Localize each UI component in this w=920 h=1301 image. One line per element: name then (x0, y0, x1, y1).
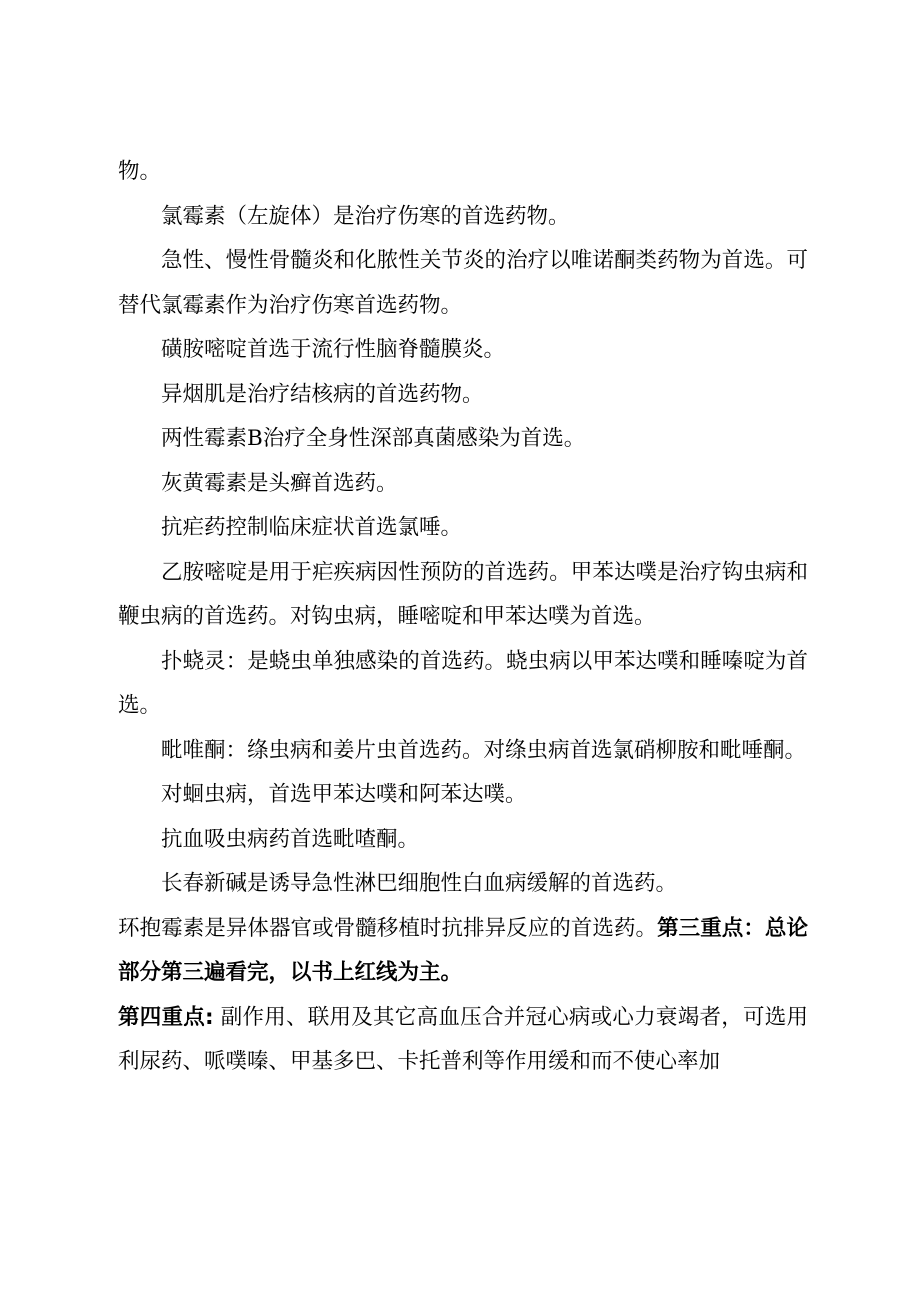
cyclosporine-text: 环抱霉素是异体器官或骨髓移植时抗排异反应的首选药。 (118, 915, 658, 941)
paragraph-isoniazid: 异烟肌是治疗结核病的首选药物。 (161, 381, 484, 407)
paragraph-sulfadiazine: 磺胺嘧啶首选于流行性脑脊髓膜炎。 (161, 337, 506, 362)
document-body (118, 150, 808, 1085)
paragraph-pyrvinium: 扑蛲灵：是蛲虫单独感染的首选药。蛲虫病以甲苯达噗和睡嗪啶为首选。 (118, 648, 808, 718)
paragraph-chloramphenicol: 氯霉素（左旋体）是治疗伤寒的首选药物。 (161, 203, 570, 229)
fourth-key-point-heading: 第四重点: (118, 1004, 214, 1030)
paragraph-cyclosporine (118, 907, 808, 996)
paragraph-vincristine: 长春新碱是诱导急性淋巴细胞性白血病缓解的首选药。 (161, 871, 678, 896)
paragraph-antimalarial: 抗疟药控制临床症状首选氯唾。 (161, 515, 463, 540)
paragraph-fourth-key-point (118, 996, 808, 1085)
paragraph-praziquantel-tapeworm: 毗唯酮：绦虫病和姜片虫首选药。对绦虫病首选氯硝柳胺和毗唾酮。 (161, 737, 807, 763)
paragraph-pyrimethamine: 乙胺嘧啶是用于疟疾病因性预防的首选药。甲苯达噗是治疗钩虫病和鞭虫病的首选药。对钩虫病，睡嘧啶和甲苯达噗为首选。 (118, 559, 808, 629)
fourth-key-point-text: 副作用、联用及其它高血压合并冠心病或心力衰竭者，可选用利尿药、哌噗嗪、甲基多巴、卡托普利等作用缓和而不使心率加 (118, 1004, 808, 1074)
paragraph-continuation: 物。 (118, 159, 162, 184)
paragraph-amphotericin: 两性霉素B治疗全身性深部真菌感染为首选。 (161, 426, 586, 451)
paragraph-griseofulvin: 灰黄霉素是头癣首选药。 (161, 470, 398, 496)
paragraph-schistosomiasis: 抗血吸虫病药首选毗喳酮。 (161, 826, 420, 852)
paragraph-osteomyelitis: 急性、慢性骨髓炎和化脓性关节炎的治疗以唯诺酮类药物为首选。可替代氯霉素作为治疗伤寒首选药物。 (118, 248, 808, 318)
paragraph-roundworm: 对蛔虫病，首选甲苯达噗和阿苯达噗。 (161, 782, 527, 807)
third-key-point: 第三重点：总论部分第三遍看完，以书上红线为主。 (118, 915, 808, 985)
